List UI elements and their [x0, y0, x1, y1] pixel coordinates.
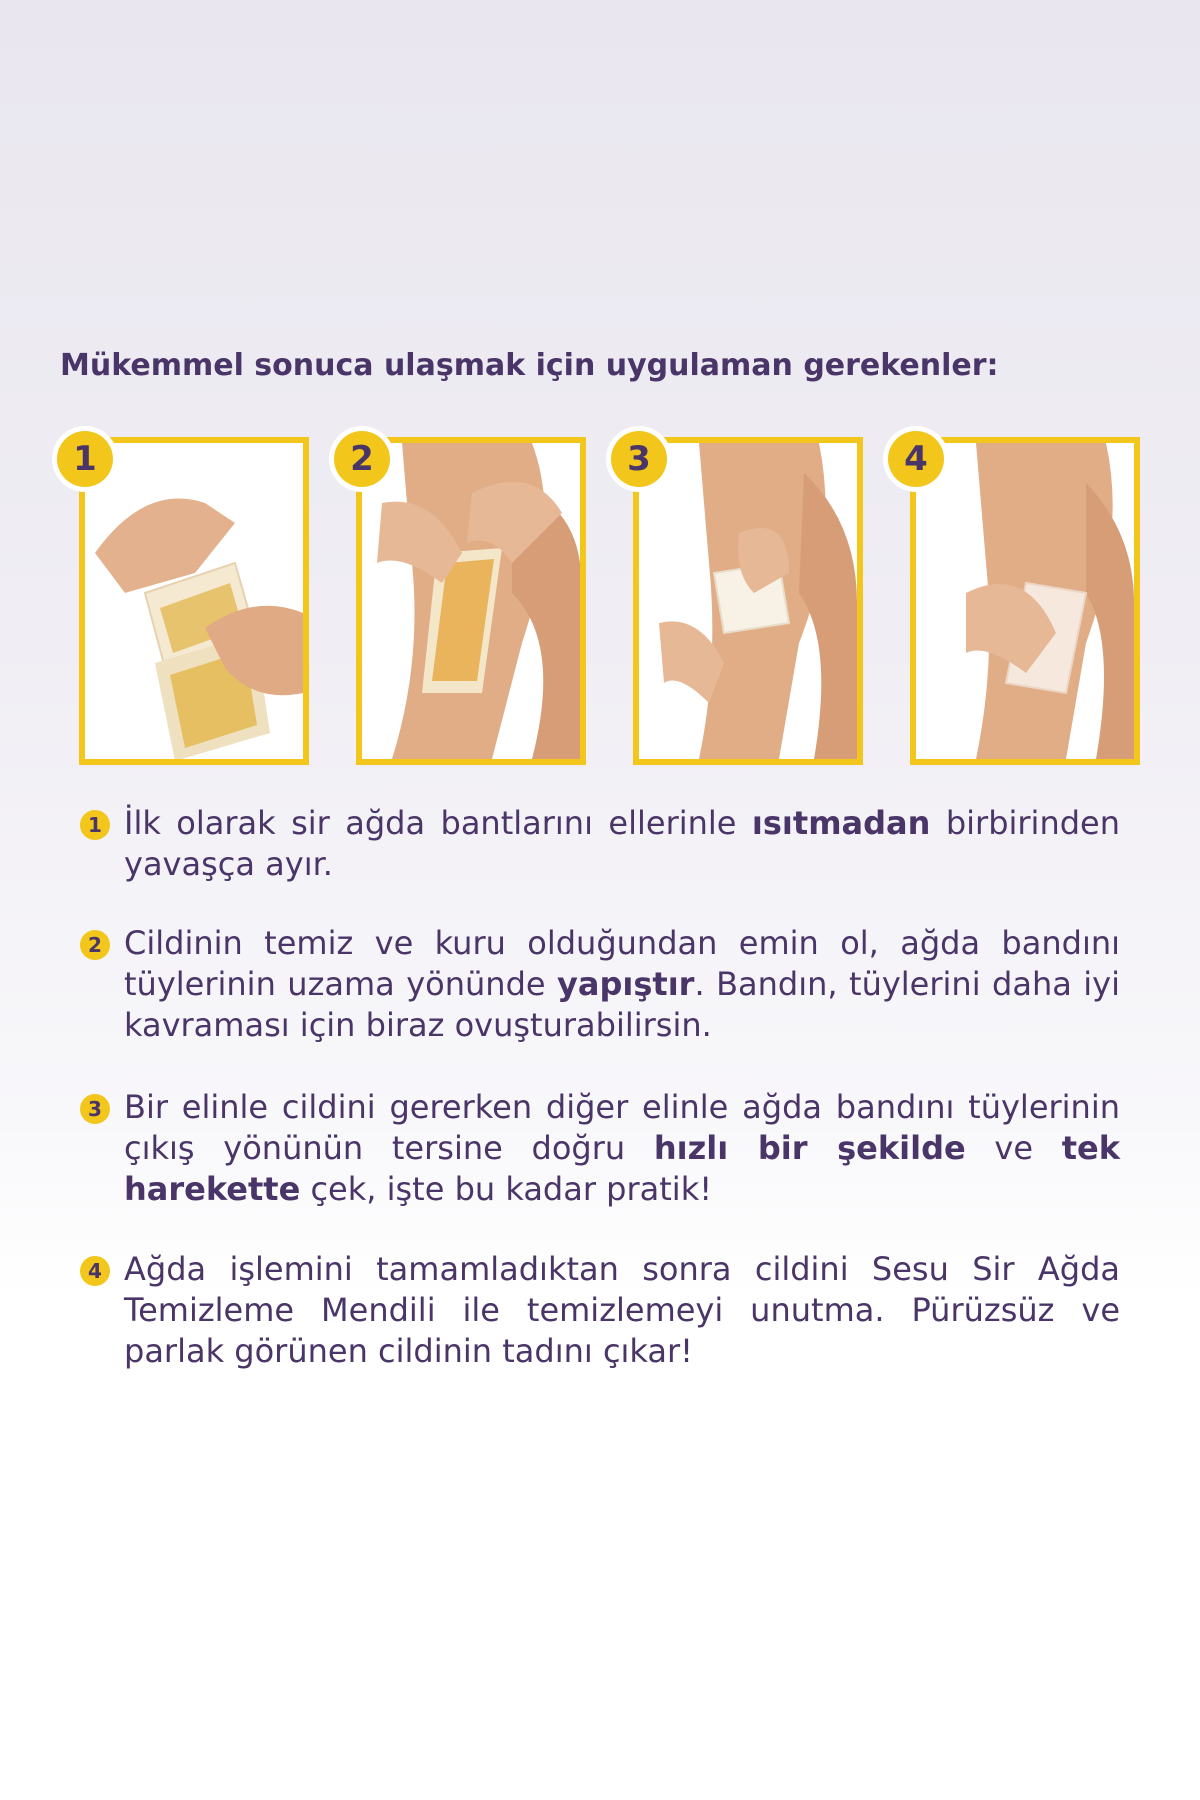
cleaning-skin-illustration — [916, 443, 1134, 759]
step-photo-2 — [356, 437, 586, 765]
step-text-1 — [124, 803, 1120, 885]
step-text-emphasis: hızlı bir şekilde — [653, 1129, 966, 1167]
step-text-part: . Bandın, tüylerini daha iyi kavraması için biraz ovuşturabilirsin. — [124, 965, 1121, 1044]
removing-wax-strip-illustration — [639, 443, 857, 759]
step-number-4: 4 — [80, 1256, 110, 1286]
step-text-part: ve — [965, 1129, 1062, 1167]
step-number-1: 1 — [80, 810, 110, 840]
step-text-3 — [124, 1087, 1120, 1210]
step-item-1 — [80, 803, 1120, 885]
step-badge-3: 3 — [611, 431, 667, 487]
step-item-3 — [80, 1087, 1120, 1210]
step-text-part: birbirinden yavaşça ayır. — [124, 804, 1121, 883]
step-photo-4 — [910, 437, 1140, 765]
page-heading: Mükemmel sonuca ulaşmak için uygulaman gerekenler: — [60, 348, 999, 383]
step-text-part: Bir elinle cildini gererken diğer elinle ağda bandını tüylerinin çıkış yönünün tersine doğru — [124, 1088, 1120, 1167]
step-text-emphasis: ısıtmadan — [751, 804, 931, 842]
step-item-4 — [80, 1249, 1120, 1372]
separating-wax-strips-illustration — [85, 443, 303, 759]
step-text-part: İlk olarak sir ağda bantlarını ellerinle — [124, 804, 752, 842]
step-text-part: çek, işte bu kadar pratik! — [300, 1170, 713, 1208]
step-text-2 — [124, 923, 1120, 1046]
step-badge-1: 1 — [57, 431, 113, 487]
step-item-2 — [80, 923, 1120, 1046]
step-text-part: Ağda işlemini tamamladıktan sonra cildini Sesu Sir Ağda Temizleme Mendili ile temizlemeyi unutma. Pürüzsüz ve parlak görünen cildinin tadını çıkar! — [124, 1250, 1120, 1370]
step-badge-2: 2 — [334, 431, 390, 487]
applying-wax-strip-illustration — [362, 443, 580, 759]
step-text-4 — [124, 1249, 1120, 1372]
step-badge-4: 4 — [888, 431, 944, 487]
step-text-emphasis: yapıştır — [557, 965, 695, 1003]
step-text-part: Cildinin temiz ve kuru olduğundan emin ol, ağda bandını tüylerinin uzama yönünde — [124, 924, 1120, 1003]
step-text-emphasis: tek harekette — [124, 1129, 1121, 1208]
step-photo-1 — [79, 437, 309, 765]
step-number-3: 3 — [80, 1094, 110, 1124]
step-number-2: 2 — [80, 930, 110, 960]
step-photo-3 — [633, 437, 863, 765]
